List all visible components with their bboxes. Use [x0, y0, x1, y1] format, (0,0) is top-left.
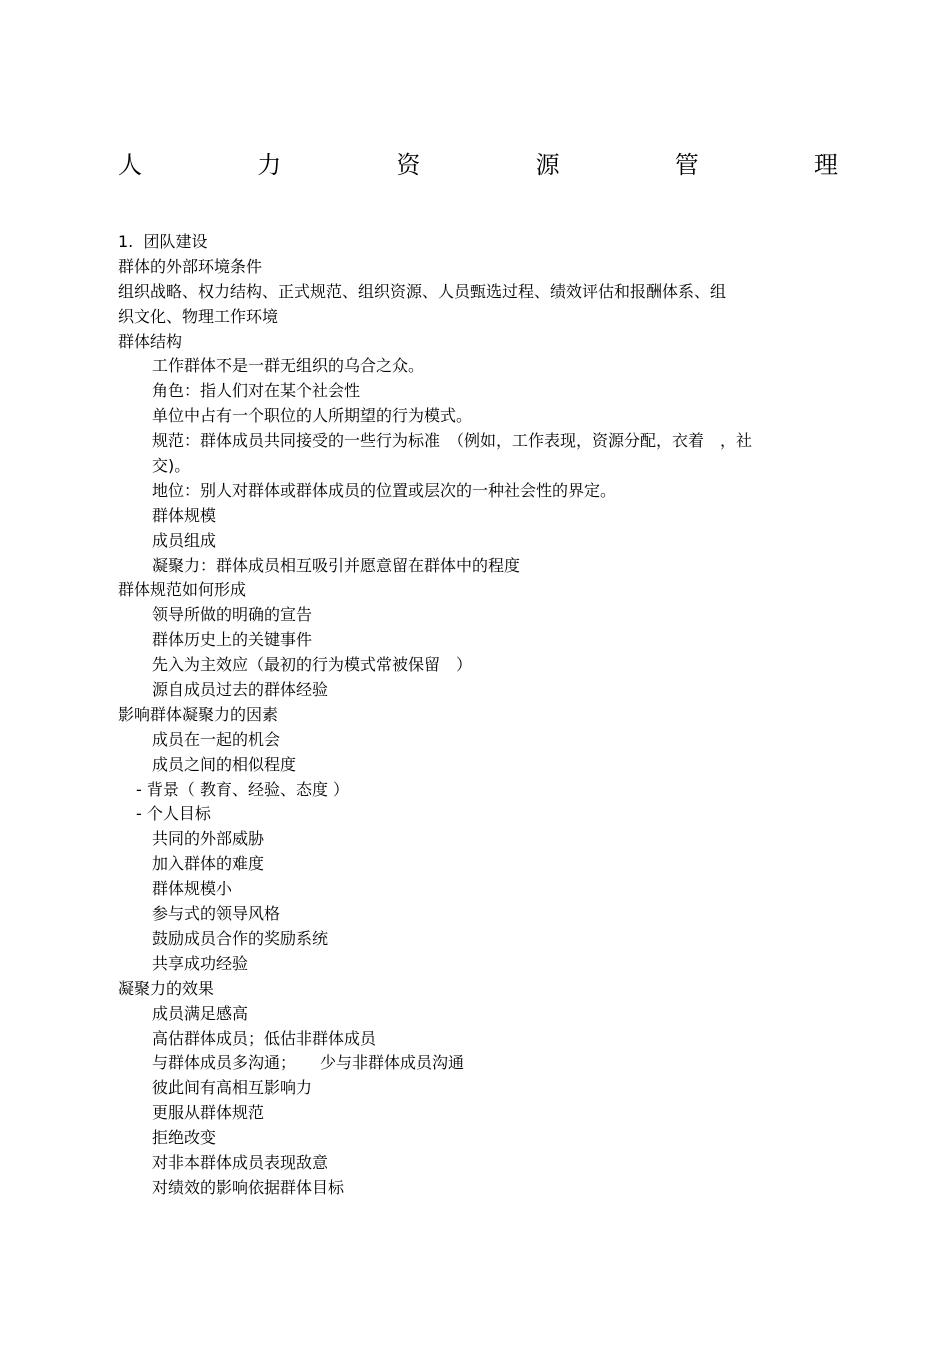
list-item: 对非本群体成员表现敌意	[152, 1152, 329, 1172]
list-item: 成员在一起的机会	[152, 729, 281, 749]
heading: 凝聚力的效果	[118, 978, 215, 998]
list-item: 凝聚力：群体成员相互吸引并愿意留在群体中的程度	[152, 555, 521, 575]
list-item: 更服从群体规范	[152, 1103, 265, 1123]
paragraph-line: 组织战略、权力结构、正式规范、组织资源、人员甄选过程、绩效评估和报酬体系、组	[118, 281, 727, 301]
sub-list-item: - 背景（ 教育、经验、态度 ）	[136, 779, 350, 799]
list-item: 交)。	[152, 456, 191, 476]
list-item: 对绩效的影响依据群体目标	[152, 1177, 345, 1197]
list-item: 参与式的领导风格	[152, 904, 281, 924]
list-item: 成员之间的相似程度	[152, 754, 297, 774]
list-item: 共同的外部威胁	[152, 829, 265, 849]
title-char: 力	[257, 151, 282, 179]
list-item: 领导所做的明确的宣告	[152, 605, 313, 625]
sub-list-item: - 个人目标	[136, 804, 211, 824]
paragraph-line: 织文化、物理工作环境	[118, 306, 279, 326]
heading: 影响群体凝聚力的因素	[118, 704, 279, 724]
list-item: 群体规模小	[152, 879, 233, 899]
title-char: 人	[118, 151, 142, 179]
list-item: 单位中占有一个职位的人所期望的行为模式。	[152, 406, 473, 426]
list-item: 彼此间有高相互影响力	[152, 1078, 313, 1098]
list-item: 工作群体不是一群无组织的乌合之众。	[152, 356, 425, 376]
title-char: 管	[674, 151, 699, 179]
list-item: 源自成员过去的群体经验	[152, 680, 329, 700]
document-body	[118, 230, 848, 1201]
list-item: 规范：群体成员共同接受的一些行为标准 （例如，工作表现，资源分配，衣着 ，社	[152, 431, 753, 451]
list-item: 先入为主效应（最初的行为模式常被保留 ）	[152, 655, 473, 675]
document-title	[118, 150, 838, 180]
list-item: 成员组成	[152, 530, 217, 550]
list-item: 高估群体成员；低估非群体成员	[152, 1028, 377, 1048]
list-item: 鼓励成员合作的奖励系统	[152, 928, 329, 948]
heading: 群体结构	[118, 331, 183, 351]
list-item: 共享成功经验	[152, 953, 249, 973]
list-item: 拒绝改变	[152, 1128, 217, 1148]
list-item: 加入群体的难度	[152, 854, 265, 874]
title-char: 源	[535, 151, 560, 179]
heading: 群体的外部环境条件	[118, 256, 263, 276]
list-item: 与群体成员多沟通； 少与非群体成员沟通	[152, 1053, 465, 1073]
section-heading: 1. 团队建设	[118, 232, 208, 251]
title-char: 理	[813, 151, 838, 179]
list-item: 地位：别人对群体或群体成员的位置或层次的一种社会性的界定。	[152, 480, 617, 500]
heading: 群体规范如何形成	[118, 580, 247, 600]
list-item: 成员满足感高	[152, 1003, 249, 1023]
list-item: 角色：指人们对在某个社会性	[152, 381, 361, 401]
list-item: 群体历史上的关键事件	[152, 630, 313, 650]
list-item: 群体规模	[152, 505, 217, 525]
title-char: 资	[396, 151, 421, 179]
